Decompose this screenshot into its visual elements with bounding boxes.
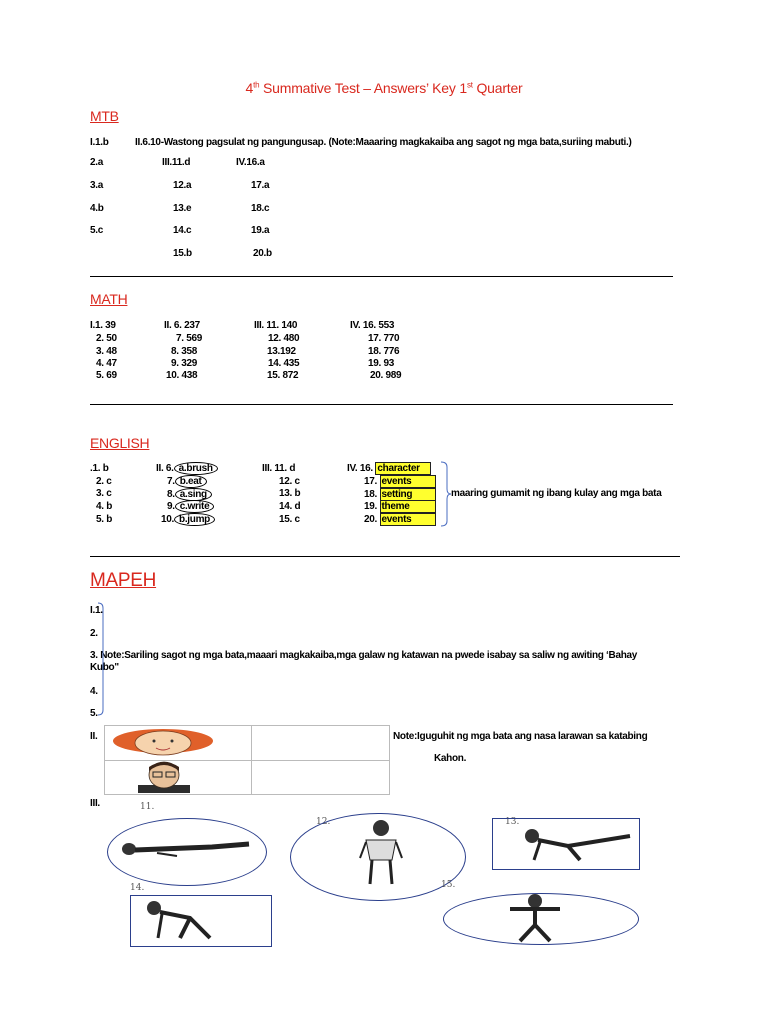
boy-face-image [134, 761, 194, 793]
math-answer: 8. 358 [171, 346, 198, 357]
exercise-figure-12 [356, 818, 406, 888]
mtb-answer: 2.a [90, 157, 104, 168]
english-answer: 20. events [364, 513, 436, 526]
english-answer: 17. events [364, 475, 436, 488]
mtb-answer: 12.a [173, 180, 192, 191]
girl-face-image [108, 727, 218, 759]
figure-number: 14. [130, 883, 145, 893]
mtb-answer: 20.b [253, 248, 272, 259]
math-answer: 3. 48 [96, 346, 117, 357]
math-answer: 10. 438 [166, 370, 198, 381]
figure-number: 15. [441, 880, 456, 890]
english-answer: 19. theme [364, 500, 436, 513]
english-answer: 8. a.sing [167, 488, 212, 501]
mapeh-heading: MAPEH [90, 570, 157, 591]
math-answer: 12. 480 [268, 333, 300, 344]
exercise-figure-11 [117, 836, 257, 862]
bracket-icon [97, 602, 107, 716]
mtb-answer: III.11.d [162, 157, 191, 168]
mapeh-item: I.1. [90, 605, 103, 616]
math-answer: 13.192 [267, 346, 296, 357]
english-answer: 18. setting [364, 488, 436, 501]
exercise-figure-13 [520, 824, 636, 864]
english-note: maaring gumamit ng ibang kulay ang mga bata [451, 488, 662, 499]
english-answer: IV. 16. character [347, 462, 431, 475]
mtb-answer: II.6.10-Wastong pagsulat ng pangungusap. (Note:Maaaring magkakaiba ang sagot ng mga bata,suriing mabuti.) [135, 137, 632, 148]
math-answer: 4. 47 [96, 358, 117, 369]
english-answer: 7. b.eat [167, 475, 207, 488]
math-answer: 2. 50 [96, 333, 117, 344]
math-answer: 14. 435 [268, 358, 300, 369]
math-answer: II. 6. 237 [164, 320, 200, 331]
mtb-answer: 15.b [173, 248, 192, 259]
math-answer: 5. 69 [96, 370, 117, 381]
mtb-answer: 4.b [90, 203, 104, 214]
math-answer: 9. 329 [171, 358, 198, 369]
english-answer: 9. c.write [167, 500, 214, 513]
mtb-answer: I.1.b [90, 137, 109, 148]
section-divider [90, 404, 673, 405]
english-answer: 12. c [279, 476, 300, 487]
english-answer: 13. b [279, 488, 301, 499]
exercise-figure-14 [140, 898, 230, 942]
math-answer: IV. 16. 553 [350, 320, 395, 331]
section-divider [90, 556, 680, 557]
english-answer: II. 6. a.brush [156, 462, 218, 475]
figure-number: 11. [140, 802, 155, 812]
mtb-answer: 13.e [173, 203, 192, 214]
math-answer: 20. 989 [370, 370, 402, 381]
math-answer: I.1. 39 [90, 320, 116, 331]
english-answer: 5. b [96, 514, 113, 525]
english-answer: .1. b [90, 463, 109, 474]
english-answer: 4. b [96, 501, 113, 512]
mapeh-item: III. [90, 798, 100, 809]
highlighted-answer: theme [380, 500, 436, 513]
math-heading: MATH [90, 291, 128, 307]
circled-answer: b.jump [174, 513, 215, 526]
mapeh-item: 4. [90, 686, 98, 697]
circled-answer: a.sing [175, 488, 212, 501]
mtb-answer: 14.c [173, 225, 192, 236]
english-answer: 14. d [279, 501, 301, 512]
exercise-figure-15 [500, 893, 570, 943]
circled-answer: a.brush [174, 462, 218, 475]
mtb-answer: 17.a [251, 180, 270, 191]
english-answer: 15. c [279, 514, 300, 525]
english-answer: 3. c [96, 488, 112, 499]
mtb-answer: 19.a [251, 225, 270, 236]
mapeh-item: 3. Note:Sariling sagot ng mga bata,maaari magkakaiba,mga galaw ng katawan na pwede isabay sa saliw ng awiting ‘Bahay [90, 650, 638, 661]
english-answer: III. 11. d [262, 463, 296, 474]
mapeh-item: 5. [90, 708, 98, 719]
math-answer: 7. 569 [176, 333, 203, 344]
math-answer: 19. 93 [368, 358, 395, 369]
circled-answer: c.write [175, 500, 215, 513]
mapeh-item: II. [90, 731, 98, 742]
mtb-answer: 18.c [251, 203, 270, 214]
section-divider [90, 276, 673, 277]
english-heading: ENGLISH [90, 435, 150, 451]
math-answer: III. 11. 140 [254, 320, 298, 331]
highlighted-answer: character [375, 462, 431, 475]
mtb-answer: 3.a [90, 180, 104, 191]
mapeh-item: 2. [90, 628, 98, 639]
figure-number: 12. [316, 817, 331, 827]
mapeh-note: Kahon. [434, 753, 467, 764]
math-answer: 15. 872 [267, 370, 299, 381]
highlighted-answer: events [380, 513, 436, 526]
math-answer: 18. 776 [368, 346, 400, 357]
math-answer: 17. 770 [368, 333, 400, 344]
figure-number: 13. [505, 817, 520, 827]
circled-answer: b.eat [175, 475, 207, 488]
mapeh-item: Kubo" [90, 662, 119, 673]
mtb-answer: 5.c [90, 225, 104, 236]
english-answer: 2. c [96, 476, 112, 487]
mapeh-note: Note:Iguguhit ng mga bata ang nasa larawan sa katabing [393, 731, 648, 742]
highlighted-answer: events [380, 475, 436, 488]
document-title: 4th Summative Test – Answers’ Key 1st Quarter [245, 80, 523, 96]
mtb-answer: IV.16.a [236, 157, 265, 168]
mtb-heading: MTB [90, 108, 119, 124]
english-answer: 10. b.jump [161, 513, 215, 526]
highlighted-answer: setting [380, 488, 436, 501]
